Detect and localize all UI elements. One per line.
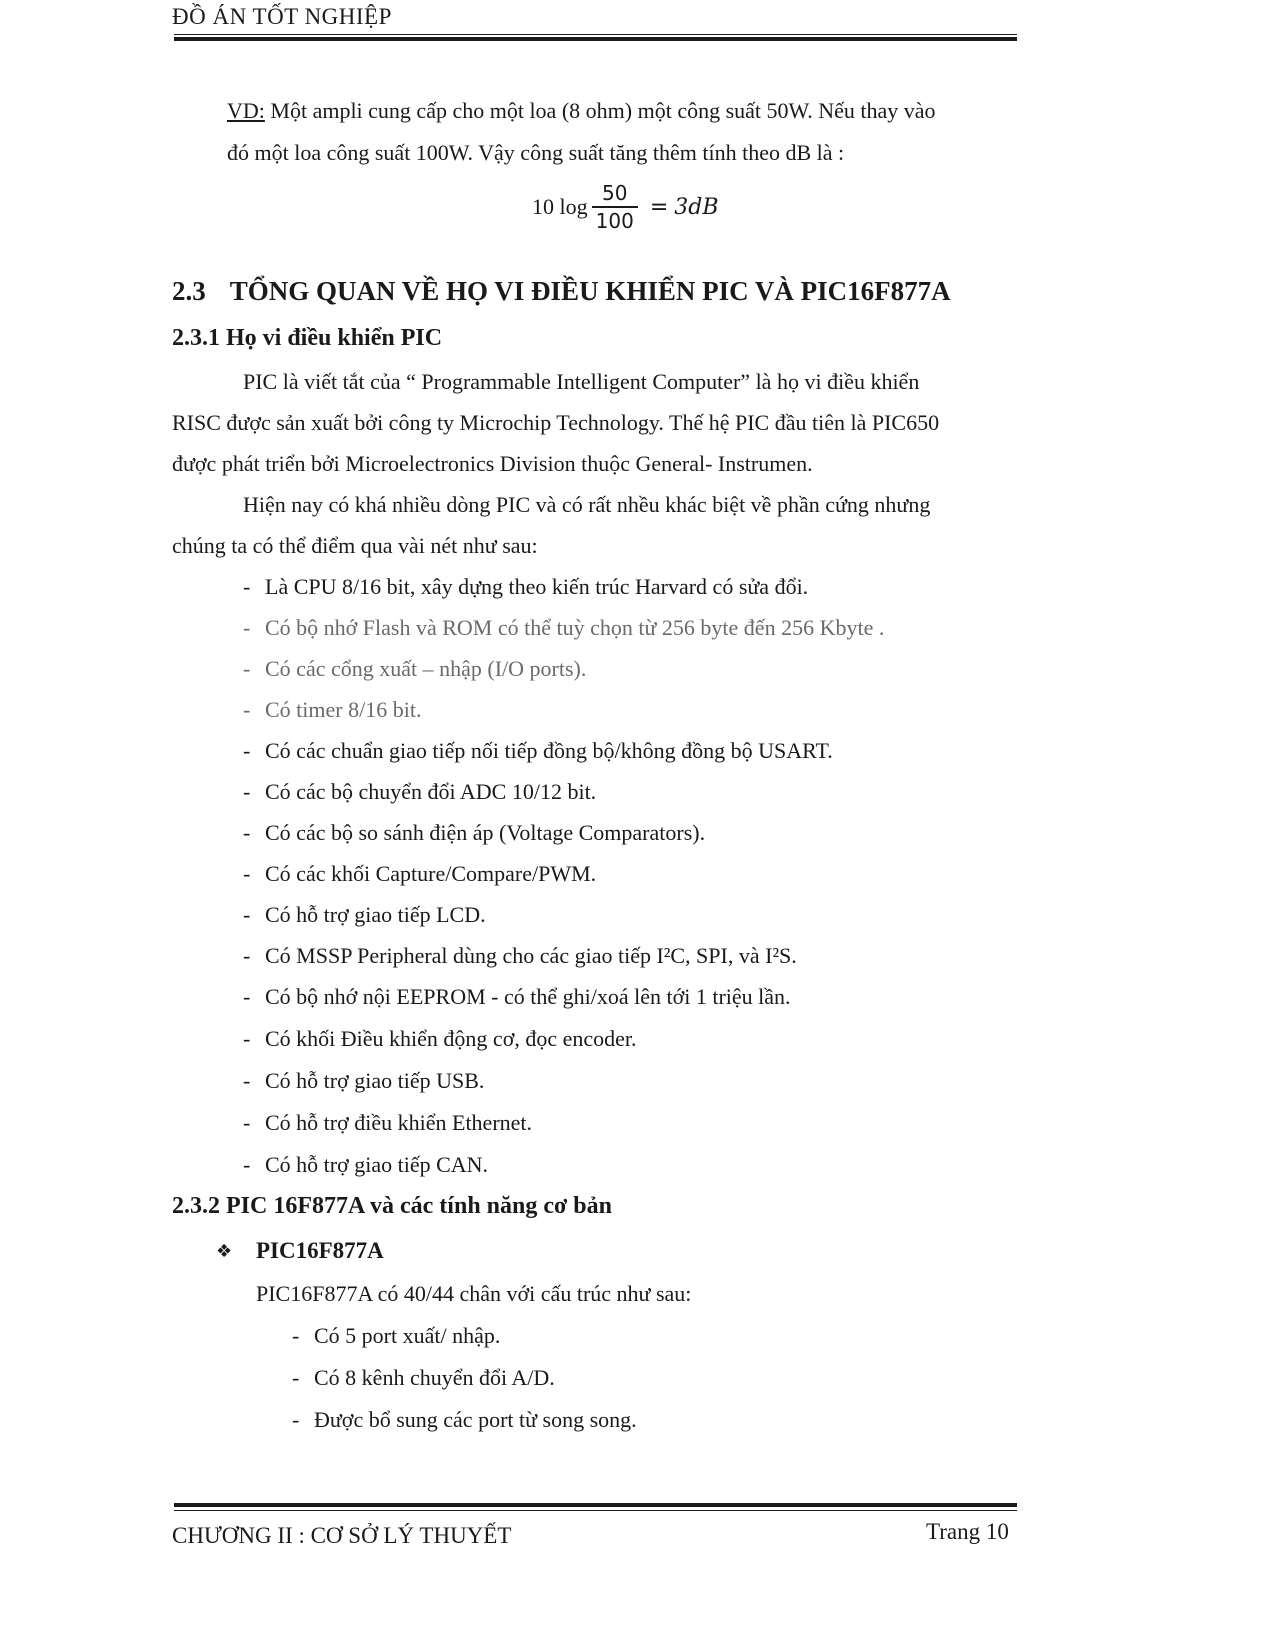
- section-2-3-2-heading: 2.3.2 PIC 16F877A và các tính năng cơ bản: [172, 1193, 612, 1219]
- dash-bullet: -: [243, 779, 251, 804]
- list-item: - Có các chuẩn giao tiếp nối tiếp đồng bộ/không đồng bộ USART.: [243, 738, 833, 763]
- example-line-1-text: Một ampli cung cấp cho một loa (8 ohm) một công suất 50W. Nếu thay vào: [264, 98, 936, 123]
- list-item: - Có timer 8/16 bit.: [243, 697, 422, 722]
- section-2-3-heading: [172, 276, 951, 307]
- list-item: - Có các bộ chuyển đổi ADC 10/12 bit.: [243, 779, 597, 804]
- page-header-title: ĐỒ ÁN TỐT NGHIỆP: [172, 4, 392, 29]
- section-2-3-title: TỔNG QUAN VỀ HỌ VI ĐIỀU KHIỂN PIC VÀ PIC16F877A: [229, 276, 951, 306]
- dash-bullet: -: [243, 943, 251, 968]
- list-item: - Có bộ nhớ nội EEPROM - có thể ghi/xoá lên tới 1 triệu lần.: [243, 984, 791, 1009]
- dash-bullet: -: [292, 1365, 300, 1390]
- list-item: - Có 8 kênh chuyển đổi A/D.: [292, 1365, 555, 1390]
- list-item: - Có hỗ trợ giao tiếp USB.: [243, 1068, 485, 1093]
- footer-rule-thick: [174, 1503, 1017, 1507]
- dash-bullet: -: [243, 738, 251, 763]
- list-item: - Có các bộ so sánh điện áp (Voltage Comparators).: [243, 820, 706, 845]
- formula-fraction: [592, 180, 638, 234]
- dash-bullet: -: [243, 1110, 251, 1135]
- diamond-bullet-icon: ❖: [216, 1241, 233, 1262]
- dash-bullet: -: [243, 697, 251, 722]
- dash-bullet: -: [243, 902, 251, 927]
- dash-bullet: -: [243, 820, 251, 845]
- formula-equals: =: [649, 194, 669, 220]
- para2-line-1: Hiện nay có khá nhiều dòng PIC và có rất nhều khác biệt về phần cứng nhưng: [243, 492, 931, 517]
- example-line-2: đó một loa công suất 100W. Vậy công suất tăng thêm tính theo dB là :: [227, 140, 845, 165]
- dash-bullet: -: [243, 861, 251, 886]
- list-item: - Là CPU 8/16 bit, xây dựng theo kiến trúc Harvard có sửa đổi.: [243, 574, 809, 599]
- list-item: - Có khối Điều khiển động cơ, đọc encoder.: [243, 1026, 637, 1051]
- dash-bullet: -: [292, 1323, 300, 1348]
- footer-chapter: CHƯƠNG II : CƠ SỞ LÝ THUYẾT: [172, 1523, 512, 1548]
- dash-bullet: -: [243, 656, 251, 681]
- footer-page-number: Trang 10: [926, 1519, 1009, 1544]
- dash-bullet: -: [243, 984, 251, 1009]
- db-formula: [532, 176, 719, 238]
- list-item: - Được bổ sung các port từ song song.: [292, 1407, 637, 1432]
- list-item: - Có bộ nhớ Flash và ROM có thể tuỳ chọn từ 256 byte đến 256 Kbyte .: [243, 615, 885, 640]
- dash-bullet: -: [243, 1068, 251, 1093]
- para1-line-1: PIC là viết tắt của “ Programmable Intelligent Computer” là họ vi điều khiển: [243, 369, 920, 394]
- example-label: VD:: [227, 98, 265, 123]
- footer-rule-thin: [174, 1510, 1017, 1511]
- list-item: - Có các khối Capture/Compare/PWM.: [243, 861, 597, 886]
- example-line-1: [227, 97, 936, 125]
- formula-prefix: 10 log: [532, 194, 588, 219]
- para1-line-2: RISC được sản xuất bởi công ty Microchip Technology. Thế hệ PIC đầu tiên là PIC650: [172, 410, 940, 435]
- para1-line-3: được phát triển bởi Microelectronics Division thuộc General- Instrumen.: [172, 451, 813, 476]
- dash-bullet: -: [243, 615, 251, 640]
- dash-bullet: -: [243, 1026, 251, 1051]
- header-rule-thin: [174, 34, 1017, 35]
- section-2-3-number: 2.3: [172, 276, 206, 306]
- para2-line-2: chúng ta có thể điểm qua vài nét như sau:: [172, 533, 538, 558]
- dash-bullet: -: [243, 574, 251, 599]
- formula-denominator: 100: [595, 208, 634, 233]
- formula-result: 3dB: [674, 194, 719, 220]
- dash-bullet: -: [243, 1152, 251, 1177]
- list-item: - Có 5 port xuất/ nhập.: [292, 1323, 501, 1348]
- pic16f877a-intro: PIC16F877A có 40/44 chân với cấu trúc như sau:: [256, 1281, 692, 1306]
- section-2-3-1-heading: 2.3.1 Họ vi điều khiển PIC: [172, 325, 443, 351]
- dash-bullet: -: [292, 1407, 300, 1432]
- list-item: - Có MSSP Peripheral dùng cho các giao tiếp I²C, SPI, và I²S.: [243, 943, 797, 968]
- list-item: - Có các cổng xuất – nhập (I/O ports).: [243, 656, 587, 681]
- pic16f877a-subheading: PIC16F877A: [256, 1238, 384, 1263]
- list-item: - Có hỗ trợ giao tiếp CAN.: [243, 1152, 489, 1177]
- list-item: - Có hỗ trợ điều khiển Ethernet.: [243, 1110, 533, 1135]
- header-rule-thick: [174, 37, 1017, 41]
- list-item: - Có hỗ trợ giao tiếp LCD.: [243, 902, 486, 927]
- formula-numerator: 50: [601, 181, 628, 206]
